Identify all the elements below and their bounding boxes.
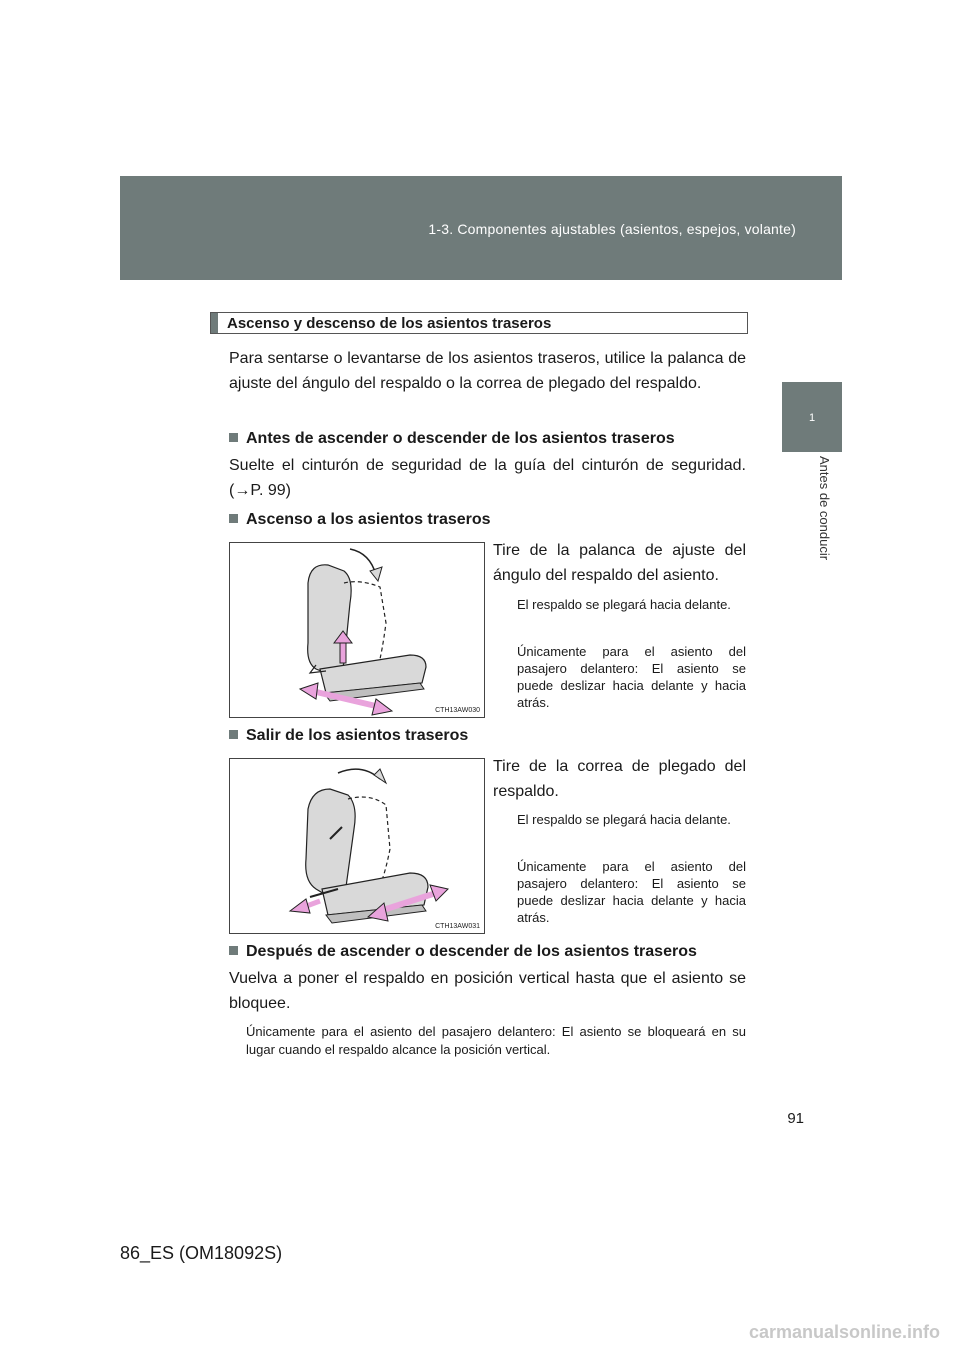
seat-lever-illustration bbox=[230, 543, 484, 717]
figure-seat-strap bbox=[229, 758, 485, 934]
section-title-box bbox=[210, 312, 748, 334]
bullet-square-icon bbox=[229, 946, 238, 955]
before-heading-text: Antes de ascender o descender de los asientos traseros bbox=[246, 430, 675, 447]
section-title: Ascenso y descenso de los asientos traseros bbox=[227, 315, 552, 332]
doc-code: 86_ES (OM18092S) bbox=[120, 1243, 283, 1263]
chapter-label-text: Antes de conducir bbox=[817, 456, 832, 561]
chapter-label bbox=[810, 456, 840, 596]
exit-instruction: Tire de la correa de plegado del respaldo. bbox=[493, 758, 746, 800]
ascend-instruction: Tire de la palanca de ajuste del ángulo del respaldo del asiento. bbox=[493, 542, 746, 584]
header-band bbox=[120, 176, 842, 280]
after-note: Únicamente para el asiento del pasajero delantero: El asiento se bloqueará en su lugar cuando el respaldo alcance la posición vertical. bbox=[246, 1024, 746, 1057]
before-heading bbox=[229, 430, 749, 448]
figure-seat-lever bbox=[229, 542, 485, 718]
watermark: carmanualsonline.info bbox=[748, 1322, 940, 1342]
title-accent-bar bbox=[211, 313, 218, 333]
bullet-square-icon bbox=[229, 730, 238, 739]
after-heading-text: Después de ascender o descender de los asientos traseros bbox=[246, 943, 697, 960]
before-text: Suelte el cinturón de seguridad de la guía del cinturón de seguridad. (→P. 99) bbox=[229, 457, 746, 499]
chapter-tab[interactable] bbox=[782, 382, 842, 452]
ascend-note-2: Únicamente para el asiento del pasajero delantero: El asiento se puede deslizar hacia delante y hacia atrás. bbox=[517, 644, 746, 710]
chapter-number: 1 bbox=[808, 412, 816, 424]
exit-heading-text: Salir de los asientos traseros bbox=[246, 727, 469, 744]
page-number: 91 bbox=[787, 1110, 804, 1127]
exit-note-1: El respaldo se plegará hacia delante. bbox=[517, 812, 731, 827]
after-heading bbox=[229, 943, 749, 961]
figure-code: CTH13AW031 bbox=[435, 923, 480, 930]
header-section-title: 1-3. Componentes ajustables (asientos, espejos, volante) bbox=[428, 221, 796, 237]
bullet-square-icon bbox=[229, 514, 238, 523]
section-intro: Para sentarse o levantarse de los asientos traseros, utilice la palanca de ajuste del ángulo del respaldo o la correa de plegado del respaldo. bbox=[229, 350, 746, 392]
ascend-note-1: El respaldo se plegará hacia delante. bbox=[517, 597, 731, 612]
exit-note-2: Únicamente para el asiento del pasajero delantero: El asiento se puede deslizar hacia delante y hacia atrás. bbox=[517, 859, 746, 925]
bullet-square-icon bbox=[229, 433, 238, 442]
after-text: Vuelva a poner el respaldo en posición vertical hasta que el asiento se bloquee. bbox=[229, 970, 746, 1012]
figure-code: CTH13AW030 bbox=[435, 707, 480, 714]
ascend-heading-text: Ascenso a los asientos traseros bbox=[246, 511, 491, 528]
ascend-heading bbox=[229, 511, 749, 529]
seat-strap-illustration bbox=[230, 759, 484, 933]
exit-heading bbox=[229, 727, 749, 745]
